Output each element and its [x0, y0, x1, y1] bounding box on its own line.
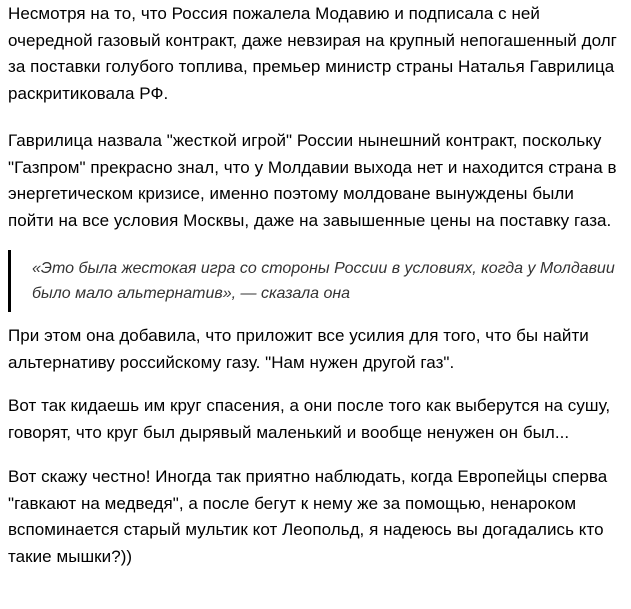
- paragraph-alternative: При этом она добавила, что приложит все усилия для того, что бы найти альтернативу российскому газу. "Нам нужен другой газ".: [8, 326, 589, 372]
- paragraph-lifebuoy: Вот так кидаешь им круг спасения, а они после того как выберутся на сушу, говорят, что круг был дырявый маленький и вообще ненужен он был...: [8, 396, 611, 442]
- paragraph-contract: Гаврилица назвала "жесткой игрой" России нынешний контракт, поскольку "Газпром" прекрасно знал, что у Молдавии выхода нет и находится страна в энергетическом кризисе, именно поэтому молдоване вынуждены были пойти на все условия Москвы, даже на завышенные цены на поставку газа.: [8, 131, 617, 230]
- paragraph-conclusion: Вот скажу честно! Иногда так приятно наблюдать, когда Европейцы сперва "гавкают на медведя", а после бегут к нему же за помощью, ненароком вспоминается старый мультик кот Леопольд, я надеюсь вы догадались кто такие мышки?)): [8, 467, 608, 566]
- blockquote-statement: «Это была жестокая игра со стороны России в условиях, когда у Молдавии было мало альтернатив», — сказала она: [8, 250, 623, 312]
- paragraph-intro: Несмотря на то, что Россия пожалела Модавию и подписала с ней очередной газовый контракт, даже невзирая на крупный непогашенный долг за поставки голубого топлива, премьер министр страны Наталья Гаврилица раскритиковала РФ.: [8, 4, 617, 103]
